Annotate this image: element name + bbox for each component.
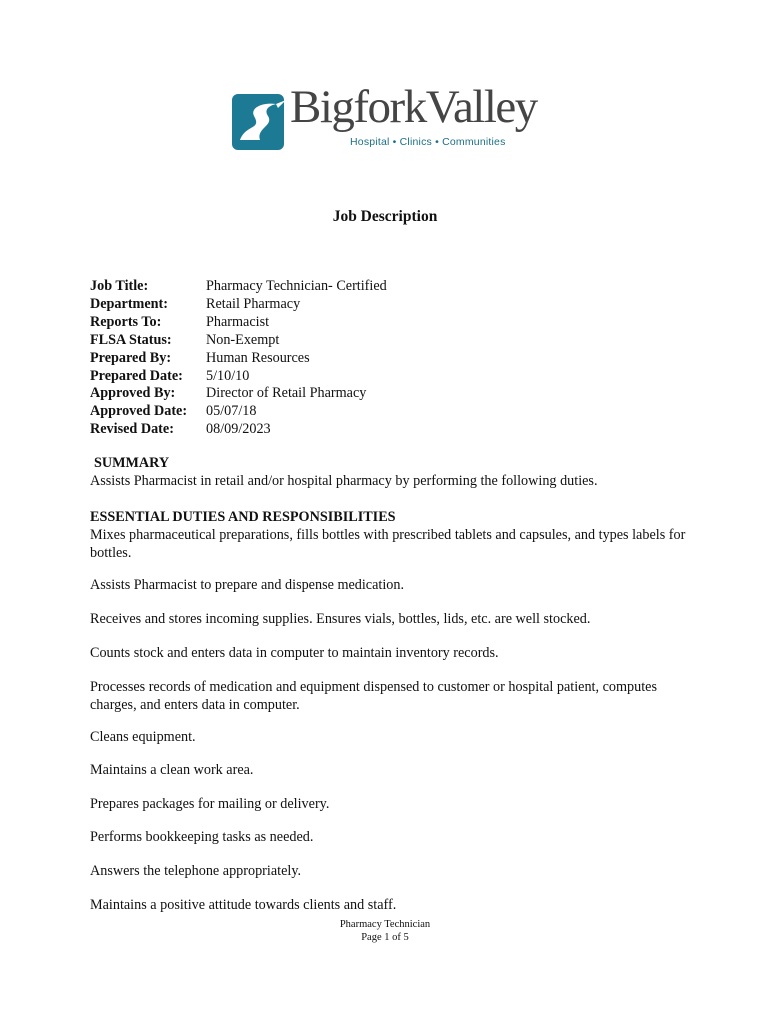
duty-item: Answers the telephone appropriately. [90,863,302,879]
duty-item: Receives and stores incoming supplies. Ensures vials, bottles, lids, etc. are well stocked. [90,611,591,627]
info-label: Reports To: [90,313,162,330]
info-value: 5/10/10 [206,367,250,384]
info-value: Director of Retail Pharmacy [206,385,367,402]
duty-item: Maintains a positive attitude towards clients and staff. [90,897,397,913]
info-value: 08/09/2023 [206,421,271,438]
info-value: Human Resources [206,349,310,366]
info-row-prepared-by [90,350,387,368]
info-label: FLSA Status: [90,331,172,348]
duty-item: Performs bookkeeping tasks as needed. [90,829,314,845]
info-value: Retail Pharmacy [206,295,301,312]
duty-item: Assists Pharmacist to prepare and dispense medication. [90,577,405,593]
info-row-department [90,296,387,314]
logo-tagline: Hospital • Clinics • Communities [350,136,506,148]
info-row-prepared-date [90,368,387,386]
footer-page-number: Page 1 of 5 [361,932,409,943]
duty-item: Counts stock and enters data in computer to maintain inventory records. [90,645,499,661]
info-value: Pharmacist [206,313,270,330]
document-title: Job Description [332,208,438,225]
duty-item: Processes records of medication and equipment dispensed to customer or hospital patient, computes charges, and enters data in computer. [90,679,657,713]
duty-item: Cleans equipment. [90,729,196,745]
duty-item: Prepares packages for mailing or delivery. [90,796,330,812]
job-info-table [90,278,387,439]
info-row-approved-by [90,385,387,403]
info-value: 05/07/18 [206,403,257,420]
heron-logo-icon [232,90,288,150]
info-value: Non-Exempt [206,331,280,348]
info-row-reports-to [90,314,387,332]
info-label: Job Title: [90,278,149,294]
info-label: Prepared Date: [90,367,183,384]
summary-heading: SUMMARY [94,455,170,471]
info-row-approved-date [90,403,387,421]
info-row-flsa-status [90,332,387,350]
info-value: Pharmacy Technician- Certified [206,278,387,294]
page-footer [0,918,770,944]
bigfork-valley-logo [232,81,554,156]
info-label: Revised Date: [90,421,174,438]
summary-text: Assists Pharmacist in retail and/or hospital pharmacy by performing the following duties. [90,473,598,489]
footer-doc-name: Pharmacy Technician [339,919,431,930]
duty-item: Maintains a clean work area. [90,762,254,778]
info-row-job-title [90,278,387,296]
info-label: Prepared By: [90,349,172,366]
info-row-revised-date [90,421,387,439]
info-label: Approved By: [90,385,176,402]
duties-heading: ESSENTIAL DUTIES AND RESPONSIBILITIES [90,509,396,525]
info-label: Approved Date: [90,403,188,420]
logo-wordmark: BigforkValley [290,81,537,133]
duty-item: Mixes pharmaceutical preparations, fills bottles with prescribed tablets and capsules, and types labels for bottles. [90,527,686,561]
info-label: Department: [90,295,169,312]
